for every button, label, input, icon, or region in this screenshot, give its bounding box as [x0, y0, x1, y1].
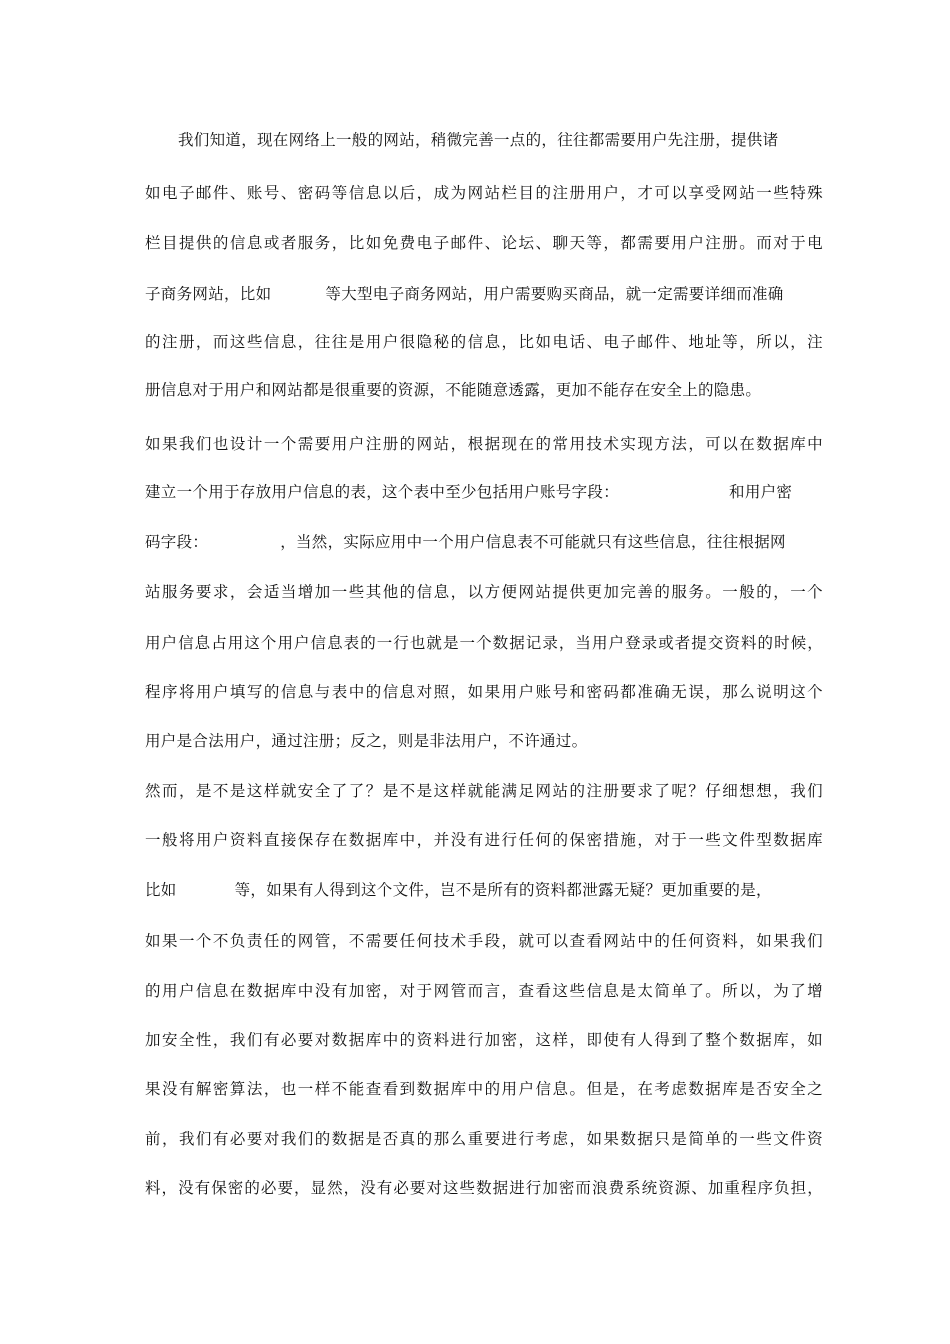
text-line: [145, 531, 823, 553]
text-segment: 子商务网站，比如: [145, 285, 272, 303]
text-segment: 建立一个用于存放用户信息的表，这个表中至少包括用户账号字段：: [145, 483, 620, 501]
text-line: [145, 879, 823, 901]
text-line: 栏目提供的信息或者服务，比如免费电子邮件、论坛、聊天等，都需要用户注册。而对于电: [145, 234, 823, 252]
text-line: 程序将用户填写的信息与表中的信息对照，如果用户账号和密码都准确无误，那么说明这个: [145, 683, 823, 701]
text-line: 用户是合法用户，通过注册；反之，则是非法用户，不许通过。: [145, 732, 588, 750]
text-line: 前，我们有必要对我们的数据是否真的那么重要进行考虑，如果数据只是简单的一些文件资: [145, 1130, 823, 1148]
text-line: 如电子邮件、账号、密码等信息以后，成为网站栏目的注册用户，才可以享受网站一些特殊: [145, 184, 823, 202]
text-line: 我们知道，现在网络上一般的网站，稍微完善一点的，往往都需要用户先注册，提供诸: [178, 131, 779, 149]
text-line: 料，没有保密的必要，显然，没有必要对这些数据进行加密而浪费系统资源、加重程序负担，: [145, 1179, 823, 1197]
text-line: 加安全性，我们有必要对数据库中的资料进行加密，这样，即使有人得到了整个数据库，如: [145, 1031, 823, 1049]
text-segment: 等，如果有人得到这个文件，岂不是所有的资料都泄露无疑？更加重要的是，: [234, 881, 772, 899]
text-line: 果没有解密算法，也一样不能查看到数据库中的用户信息。但是，在考虑数据库是否安全之: [145, 1080, 823, 1098]
text-segment: 比如: [145, 881, 177, 899]
text-line: 站服务要求，会适当增加一些其他的信息，以方便网站提供更加完善的服务。一般的，一个: [145, 583, 823, 601]
text-segment: 和用户密: [729, 483, 793, 501]
text-segment: 等大型电子商务网站，用户需要购买商品，就一定需要详细而准确: [325, 285, 784, 303]
text-line: 用户信息占用这个用户信息表的一行也就是一个数据记录，当用户登录或者提交资料的时候，: [145, 634, 823, 652]
text-line: 的注册，而这些信息，往往是用户很隐秘的信息，比如电话、电子邮件、地址等，所以，注: [145, 333, 823, 351]
text-segment: ，当然，实际应用中一个用户信息表不可能就只有这些信息，往往根据网: [280, 533, 786, 551]
text-line: 册信息对于用户和网站都是很重要的资源，不能随意透露，更加不能存在安全上的隐患。: [145, 381, 762, 399]
text-line: [145, 481, 823, 503]
text-line: 然而，是不是这样就安全了了？是不是这样就能满足网站的注册要求了呢？仔细想想，我们: [145, 782, 823, 800]
text-segment: 码字段：: [145, 533, 209, 551]
text-line: [145, 283, 823, 305]
text-line: 一般将用户资料直接保存在数据库中，并没有进行任何的保密措施，对于一些文件型数据库: [145, 831, 823, 849]
text-line: 如果我们也设计一个需要用户注册的网站，根据现在的常用技术实现方法，可以在数据库中: [145, 435, 823, 453]
text-line: 的用户信息在数据库中没有加密，对于网管而言，查看这些信息是太简单了。所以，为了增: [145, 982, 823, 1000]
text-line: 如果一个不负责任的网管，不需要任何技术手段，就可以查看网站中的任何资料，如果我们: [145, 932, 823, 950]
